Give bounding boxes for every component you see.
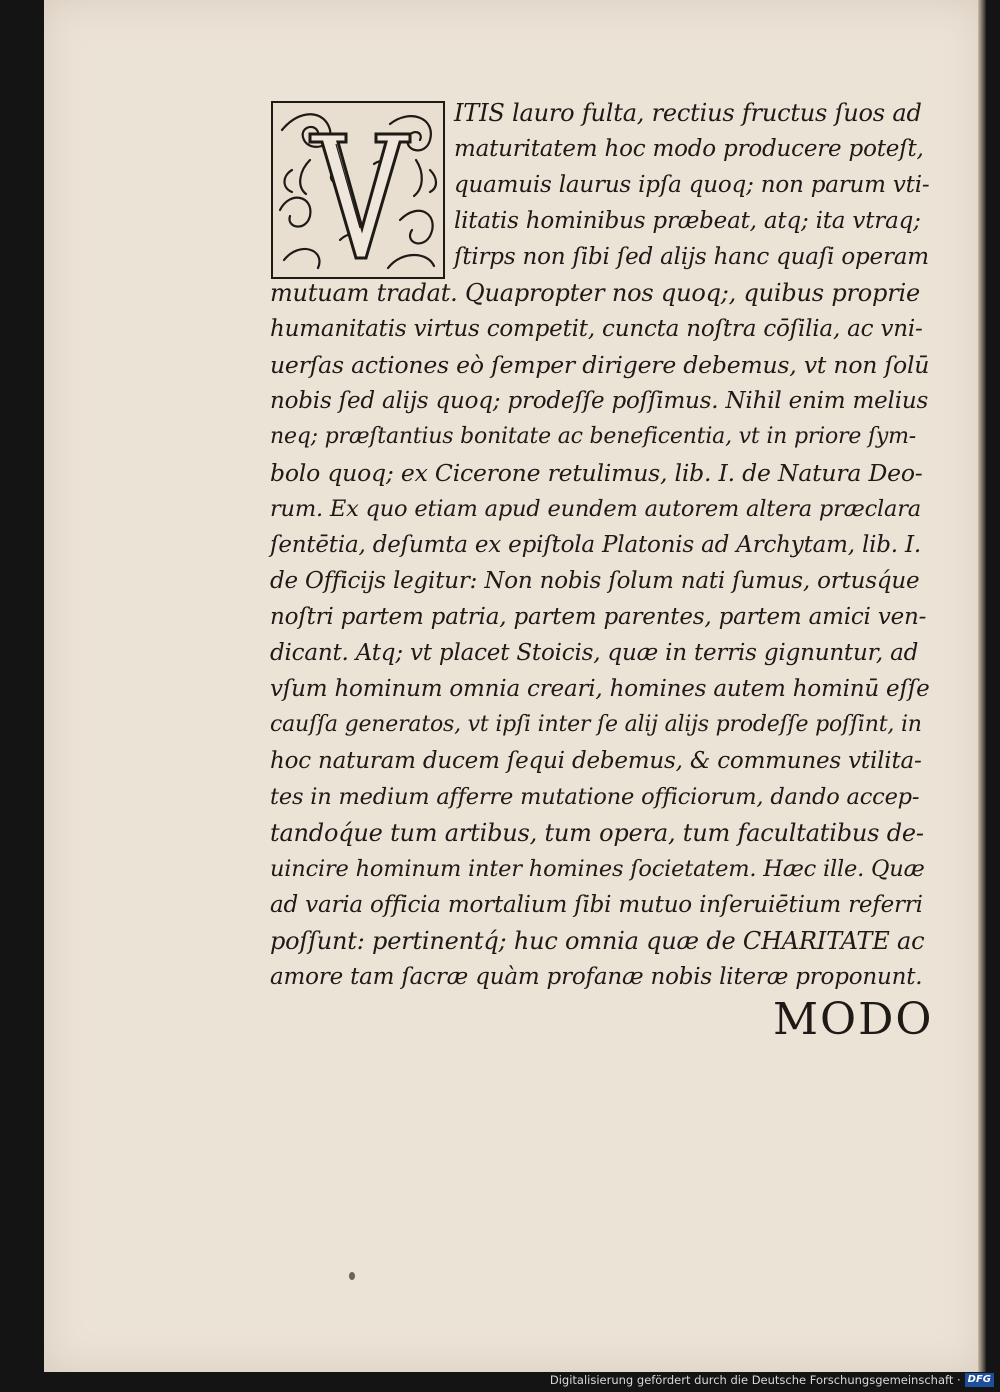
text-line: quamuis laurus ipſa quoq; non parum vti-: [454, 172, 930, 198]
digitization-footer: [550, 1370, 994, 1390]
text-line: uincire hominum inter homines ſocietatem. Hæc ille. Quæ: [270, 856, 925, 882]
text-line: humanitatis virtus competit, cuncta noſtra cōſilia, ac vni-: [270, 316, 923, 342]
text-line: litatis hominibus præbeat, atq; ita vtraq;: [454, 208, 921, 234]
footer-text: Digitalisierung gefördert durch die Deutsche Forschungsgemeinschaft ·: [549, 1373, 961, 1387]
text-line: poſſunt: pertinentq́; huc omnia quæ de CHARITATE ac: [270, 927, 925, 955]
text-line: vſum hominum omnia creari, homines autem hominū eſſe: [270, 676, 930, 702]
text-line: nobis ſed alijs quoq; prodeſſe poſſimus. Nihil enim melius: [270, 388, 929, 414]
text-line: tandoq́ue tum artibus, tum opera, tum facultatibus de-: [270, 819, 924, 847]
page-edge: [978, 0, 986, 1372]
text-line: uerſas actiones eò ſemper dirigere debemus, vt non ſolū: [270, 351, 930, 379]
text-line: tes in medium afferre mutatione officiorum, dando accep-: [270, 784, 920, 810]
text-line: rum. Ex quo etiam apud eundem autorem altera præclara: [270, 496, 921, 522]
text-line: maturitatem hoc modo producere poteſt,: [454, 136, 924, 162]
text-line: amore tam ſacræ quàm profanæ nobis literæ proponunt.: [270, 964, 923, 990]
dfg-logo-icon: DFG: [965, 1373, 994, 1387]
paper-speck: [349, 1272, 355, 1280]
text-line: de Officijs legitur: Non nobis ſolum nati ſumus, ortusq́ue: [270, 568, 920, 594]
text-line: hoc naturam ducem ſequi debemus, & communes vtilita-: [270, 748, 922, 774]
text-line: mutuam tradat. Quapropter nos quoq;, quibus proprie: [270, 279, 920, 307]
text-line: ſentētia, deſumta ex epiſtola Platonis ad Archytam, lib. I.: [270, 532, 922, 558]
text-line: ad varia officia mortalium ſibi mutuo inſeruiētium referri: [270, 892, 923, 918]
text-line: noſtri partem patria, partem parentes, partem amici ven-: [270, 604, 927, 630]
text-line: cauſſa generatos, vt ipſi inter ſe alij alijs prodeſſe poſſint, in: [270, 712, 922, 737]
catchword: MODO: [773, 994, 934, 1045]
decorated-initial: [270, 100, 446, 280]
text-line: bolo quoq; ex Cicerone retulimus, lib. I. de Natura Deo-: [270, 459, 923, 487]
text-line: dicant. Atq; vt placet Stoicis, quæ in terris gignuntur, ad: [270, 640, 919, 666]
text-line: ITIS lauro fulta, rectius fructus ſuos ad: [454, 99, 922, 127]
text-line: ſtirps non ſibi ſed alijs hanc quaſi operam: [454, 244, 929, 270]
text-line: neq; præſtantius bonitate ac beneficentia, vt in priore ſym-: [270, 424, 917, 449]
